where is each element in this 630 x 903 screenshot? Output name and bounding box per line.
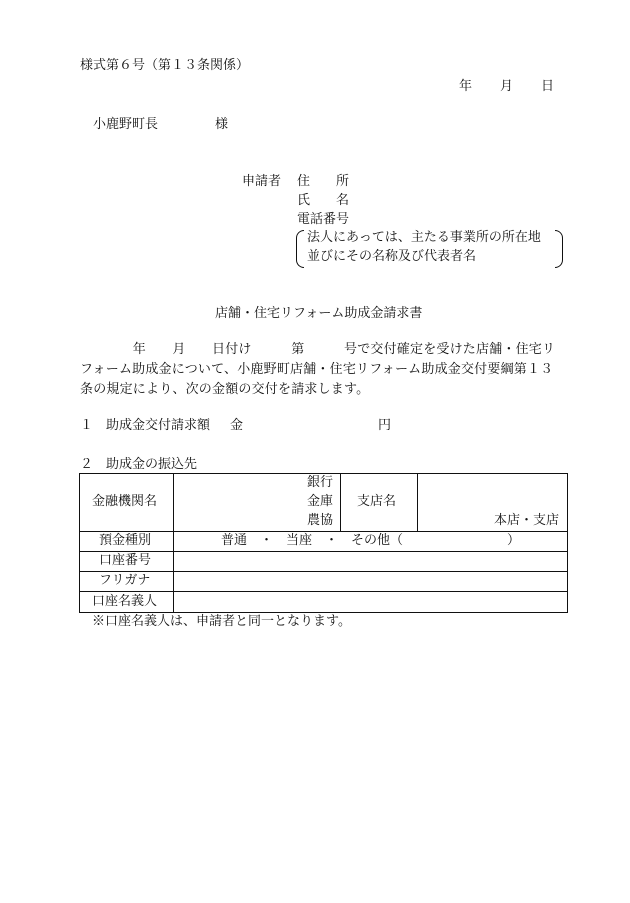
table-col-divider <box>417 473 418 532</box>
branch-label: 支店名 <box>357 494 397 509</box>
form-number-label: 様式第６号（第１３条関係） <box>80 58 250 73</box>
table-rule <box>79 591 568 592</box>
account-number-label: 口座番号 <box>99 553 152 568</box>
applicant-phone-label: 電話番号 <box>297 212 350 227</box>
date-day: 日 <box>541 79 555 94</box>
note-left-bracket <box>296 230 304 268</box>
institution-bank: 銀行 <box>307 475 334 490</box>
institution-label: 金融機関名 <box>92 494 158 509</box>
item1-label: １ 助成金交付請求額 <box>80 418 211 433</box>
institution-shinkin: 金庫 <box>307 494 334 509</box>
furigana-label: フリガナ <box>99 573 151 588</box>
table-rule <box>79 551 568 552</box>
account-holder-label: 口座名義人 <box>92 594 158 609</box>
paragraph-line-3: 条の規定により、次の金額の交付を請求します。 <box>80 382 370 397</box>
branch-type: 本店・支店 <box>494 513 560 528</box>
table-border-right <box>567 473 568 613</box>
footnote: ※口座名義人は、申請者と同一となります。 <box>92 614 351 629</box>
applicant-name-label: 氏 名 <box>297 193 350 208</box>
institution-nokyo: 農協 <box>307 513 334 528</box>
date-month: 月 <box>500 79 514 94</box>
table-rule <box>79 571 568 572</box>
deposit-type-options: 普通 ・ 当座 ・ その他（ ） <box>221 533 521 548</box>
document-title: 店舗・住宅リフォーム助成金請求書 <box>215 306 423 321</box>
addressee-honorific: 様 <box>215 117 229 132</box>
table-border-bottom <box>79 612 568 613</box>
paragraph-line-1: 年 月 日付け 第 号で交付確定を受けた店舗・住宅リ <box>80 342 556 357</box>
applicant-label: 申請者 <box>242 174 282 189</box>
deposit-type-label: 預金種別 <box>99 533 152 548</box>
request-paragraph <box>80 340 570 400</box>
table-col-divider <box>173 473 174 613</box>
item1-yen: 円 <box>378 418 392 433</box>
note-right-bracket <box>555 230 563 268</box>
table-border-top <box>79 473 568 474</box>
paragraph-line-2: フォーム助成金について、小鹿野町店舗・住宅リフォーム助成金交付要綱第１３ <box>80 362 554 377</box>
addressee-name: 小鹿野町長 <box>93 117 159 132</box>
item1-kin: 金 <box>230 418 244 433</box>
table-border-left <box>79 473 80 613</box>
applicant-note-line1: 法人にあっては、主たる事業所の所在地 <box>307 230 541 245</box>
table-col-divider <box>340 473 341 532</box>
applicant-note-line2: 並びにその名称及び代表者名 <box>307 249 477 264</box>
item2-label: ２ 助成金の振込先 <box>80 457 198 472</box>
applicant-address-label: 住 所 <box>297 174 350 189</box>
table-rule <box>79 531 568 532</box>
date-year: 年 <box>459 79 473 94</box>
